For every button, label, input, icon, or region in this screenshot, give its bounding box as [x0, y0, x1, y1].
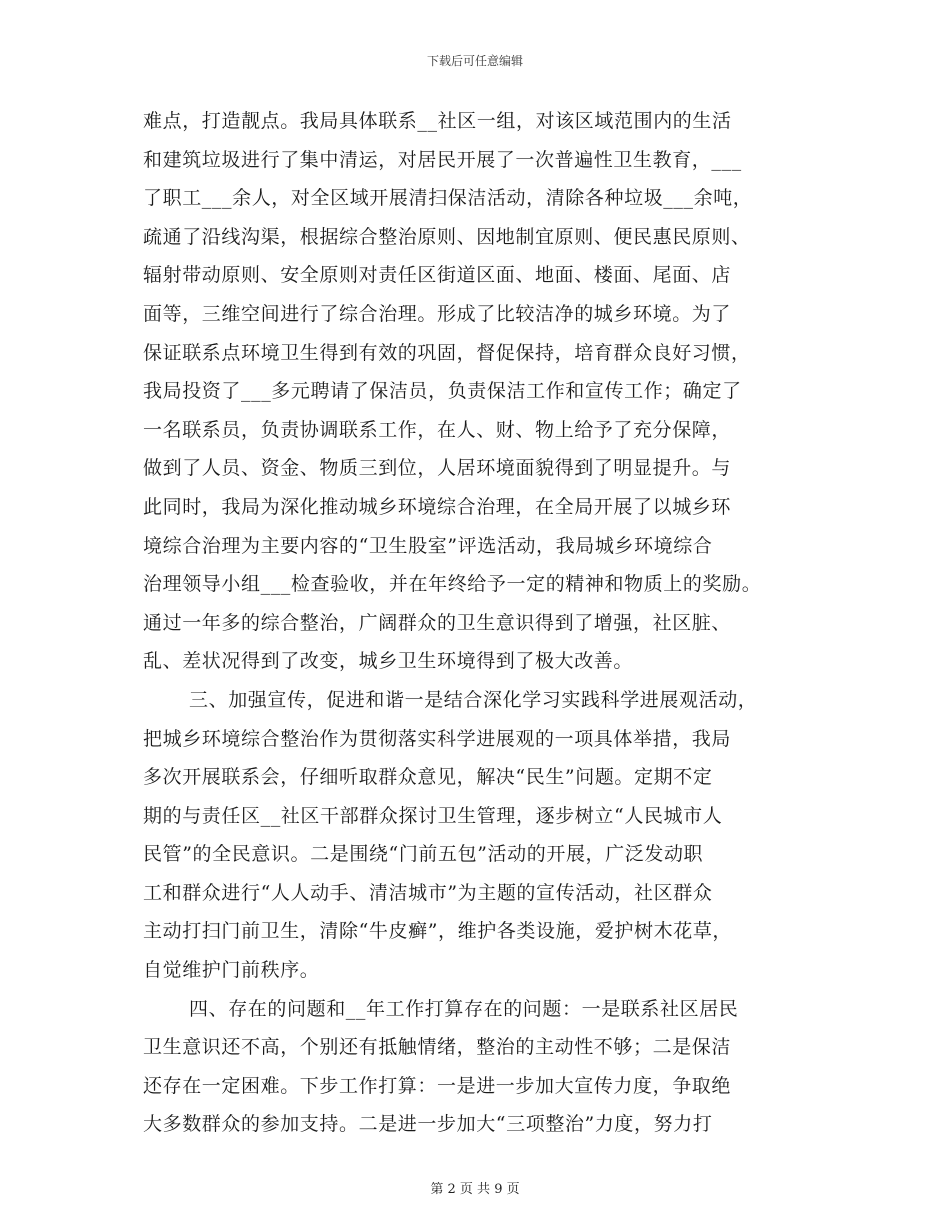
- text-line: 乱、差状况得到了改变，城乡卫生环境得到了极大改善。: [143, 650, 634, 673]
- text-line: 通过一年多的综合整治，广阔群众的卫生意识得到了增强，社区脏、: [143, 611, 732, 634]
- text-line: 此同时，我局为深化推动城乡环境综合治理，在全局开展了以城乡环: [143, 495, 732, 518]
- text-line: 保证联系点环境卫生得到有效的巩固，督促保持，培育群众良好习惯，: [143, 341, 751, 364]
- text-line: 多次开展联系会，仔细听取群众意见，解决“民生”问题。定期不定: [143, 766, 713, 789]
- text-line: 了职工___余人，对全区域开展清扫保洁活动，清除各种垃圾___余吨，: [143, 187, 753, 210]
- text-line: 主动打扫门前卫生，清除“牛皮癣”，维护各类设施，爱护树木花草，: [143, 920, 733, 943]
- text-line: 自觉维护门前秩序。: [143, 959, 320, 982]
- section-heading-line: 三、加强宣传，促进和谐一是结合深化学习实践科学进展观活动，: [189, 688, 758, 711]
- text-line: 辐射带动原则、安全原则对责任区街道区面、地面、楼面、尾面、店: [143, 264, 732, 287]
- text-line: 把城乡环境综合整治作为贯彻落实科学进展观的一项具体举措，我局: [143, 727, 732, 750]
- text-line: 做到了人员、资金、物质三到位，人居环境面貌得到了明显提升。与: [143, 457, 732, 480]
- text-line: 工和群众进行“人人动手、清洁城市”为主题的宣传活动，社区群众: [143, 881, 713, 904]
- text-line: 我局投资了___多元聘请了保洁员，负责保洁工作和宣传工作；确定了: [143, 380, 742, 403]
- text-line: 卫生意识还不高，个别还有抵触情绪，整治的主动性不够；二是保洁: [143, 1036, 732, 1059]
- text-line: 大多数群众的参加支持。二是进一步加大“三项整治”力度，努力打: [143, 1113, 713, 1136]
- text-line: 民管”的全民意识。二是围绕“门前五包”活动的开展，广泛发动职: [143, 843, 704, 866]
- text-line: 难点，打造靓点。我局具体联系__社区一组，对该区域范围内的生活: [143, 110, 732, 132]
- text-line: 疏通了沿线沟渠，根据综合整治原则、因地制宜原则、便民惠民原则、: [143, 225, 751, 248]
- text-line: 治理领导小组___检查验收，并在年终给予一定的精神和物质上的奖励。: [143, 573, 762, 596]
- text-line: 一名联系员，负责协调联系工作，在人、财、物上给予了充分保障，: [143, 418, 732, 441]
- text-line: 和建筑垃圾进行了集中清运，对居民开展了一次普遍性卫生教育，___: [143, 148, 742, 171]
- text-line: 境综合治理为主要内容的“卫生股室”评选活动，我局城乡环境综合: [143, 534, 713, 557]
- page-number-footer: 第 2 页 共 9 页: [430, 1182, 520, 1197]
- text-line: 还存在一定困难。下步工作打算：一是进一步加大宣传力度，争取绝: [143, 1074, 732, 1097]
- page-header: 下载后可任意编辑: [426, 54, 523, 68]
- text-line: 面等，三维空间进行了综合治理。形成了比较洁净的城乡环境。为了: [143, 302, 732, 325]
- section-heading-line: 四、存在的问题和__年工作打算存在的问题：一是联系社区居民: [189, 997, 739, 1020]
- text-line: 期的与责任区__社区干部群众探讨卫生管理，逐步树立“人民城市人: [143, 804, 723, 827]
- document-body: [143, 102, 823, 1144]
